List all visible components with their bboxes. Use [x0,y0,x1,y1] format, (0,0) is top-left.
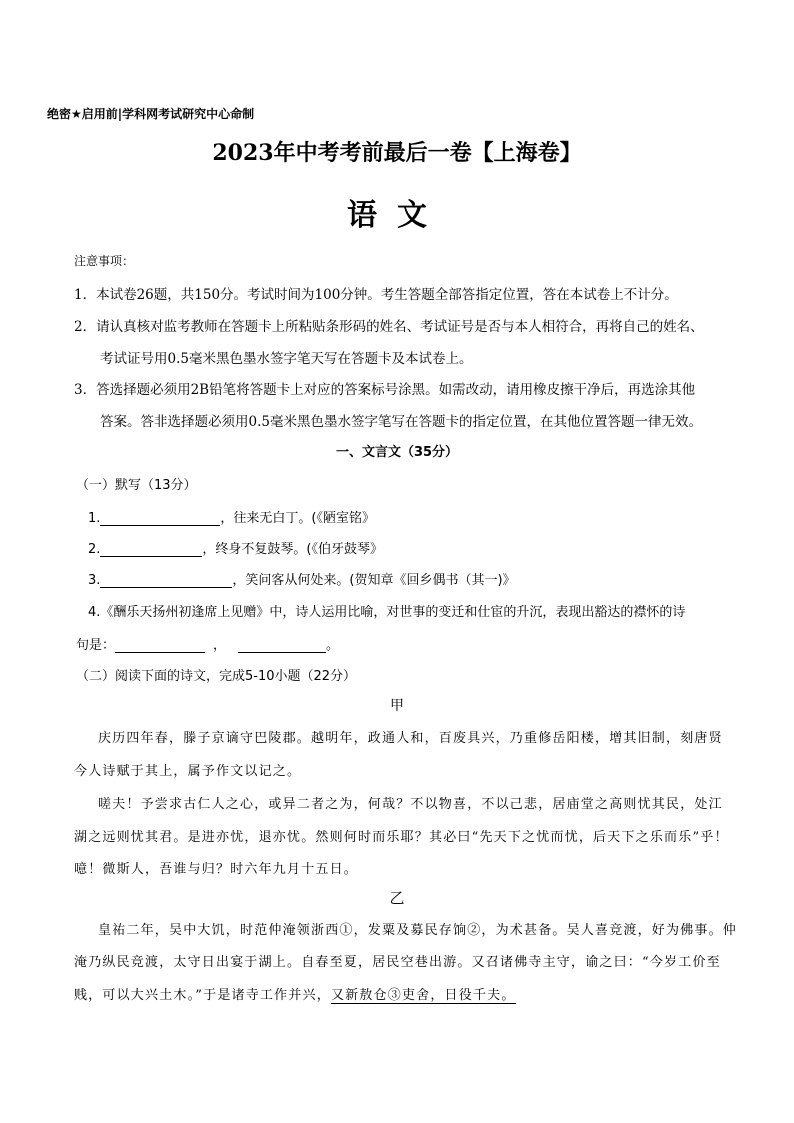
question-2 [88,538,383,557]
passage-jia-p2-line-3: 噫！微斯人，吾谁与归？时六年九月十五日。 [74,862,359,877]
passage-yi-underlined-sentence: 又新敖仓③吏舍，日役千夫。 [330,988,516,1003]
answer-blank-4a[interactable] [115,638,205,653]
passage-jia-mark: 甲 [390,698,404,714]
question-4-prefix: 句是： [76,638,116,653]
passage-jia-p2-line-2: 湖之远则忧其君。是进亦忧，退亦忧。然则何时而乐耶？其必曰“先天下之忧而忧，后天下之乐而乐”乎！ [74,830,729,845]
passage-yi-line-1: 皇祐二年，吴中大饥，时范仲淹领浙西①，发粟及募民存饷②，为术甚备。吴人喜竞渡，好为佛事。仲 [98,923,738,938]
question-1 [88,507,375,526]
notice-item-2-line-2: 考试证号用0.5毫米黑色墨水签字笔天写在答题卡及本试卷上。 [100,351,473,367]
question-2-number: 2. [88,542,101,557]
answer-blank-4b[interactable] [238,638,326,653]
notice-item-1: 1．本试卷26题，共150分。考试时间为100分钟。考生答题全部答指定位置，答在本试卷上不计分。 [74,287,678,303]
notice-item-3-line-1: 3．答选择题必须用2B铅笔将答题卡上对应的答案标号涂黑。如需改动，请用橡皮擦干净后，再选涂其他 [74,382,696,398]
confidential-note: 绝密★启用前|学科网考试研究中心命制 [47,107,255,121]
part2-title: （二）阅读下面的诗文，完成5-10小题（22分） [76,669,357,684]
subject-title: 语文 [347,198,447,233]
question-4-comma: ， [213,638,227,653]
passage-yi-line-2: 淹乃纵民竞渡，太守日出宴于湖上。自春至夏，居民空巷出游。又召诸佛寺主守，谕之曰：“今岁工价至 [74,955,721,970]
question-1-text: ，往来无白丁。(《陋室铭》 [220,511,375,526]
passage-jia-p2-line-1: 嗟夫！予尝求古仁人之心，或异二者之为，何哉？不以物喜，不以己悲，居庙堂之高则忧其民，处江 [98,797,723,812]
question-2-text: ，终身不复鼓琴。(《伯牙鼓琴》 [202,542,383,557]
question-3-text: ，笑问客从何处来。(贺知章《回乡偶书（其一)》 [232,573,516,588]
passage-yi-mark: 乙 [389,889,405,907]
question-3 [88,569,516,588]
question-3-number: 3. [88,573,101,588]
notice-item-3-line-2: 答案。答非选择题必须用0.5毫米黑色墨水签字笔写在答题卡的指定位置，在其他位置答题一律无效。 [100,414,702,430]
question-4-line-2 [76,634,339,653]
notice-title: 注意事项： [74,254,135,268]
passage-jia-p1-line-1: 庆历四年春，滕子京谪守巴陵郡。越明年，政通人和，百废具兴，乃重修岳阳楼，增其旧制，刻唐贤 [98,731,723,746]
answer-blank-2[interactable] [100,542,202,557]
question-4-line-1: 4.《酬乐天扬州初逢席上见赠》中，诗人运用比喻，对世事的变迁和仕宦的升沉，表现出豁达的襟怀的诗 [88,605,686,620]
answer-blank-3[interactable] [100,573,232,588]
answer-blank-1[interactable] [100,511,220,526]
exam-title: 2023年中考考前最后一卷【上海卷】 [212,140,582,166]
question-4-end: 。 [326,638,340,653]
passage-jia-p1-line-2: 今人诗赋于其上，属予作文以记之。 [74,764,302,779]
part1-title: （一）默写（13分） [76,478,197,493]
passage-yi-line-3 [74,984,516,1003]
passage-yi-line-3-text: 贱，可以大兴土木。”于是诸寺工作并兴， [74,988,331,1003]
question-1-number: 1. [88,511,101,526]
notice-item-2-line-1: 2．请认真核对监考教师在答题卡上所粘贴条形码的姓名、考试证号是否与本人相符合，再将自己的姓名、 [74,319,704,335]
section-heading-classical-chinese: 一、文言文（35分） [335,445,459,460]
